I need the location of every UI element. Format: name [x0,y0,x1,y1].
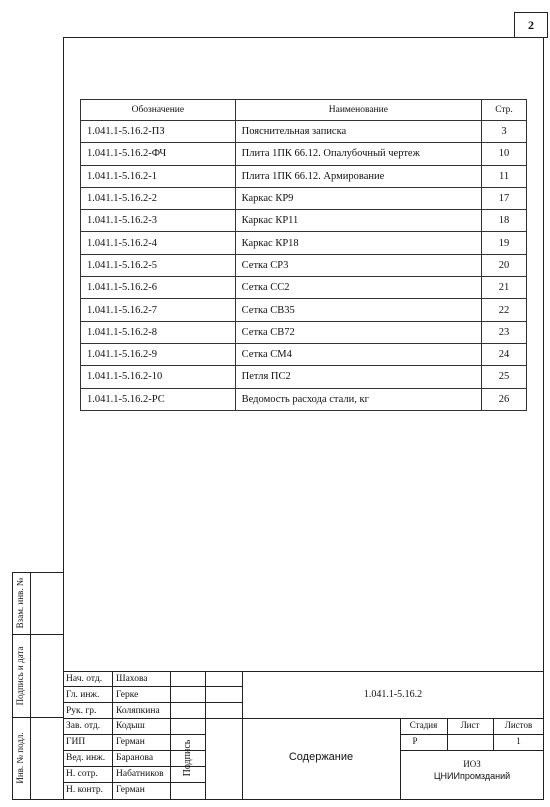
staff-name: Коляпкина [116,706,160,716]
row-designation: 1.041.1-5.16.2-7 [81,299,236,321]
row-designation: 1.041.1-5.16.2-8 [81,321,236,343]
row-name: Каркас КР9 [235,187,481,209]
row-designation: 1.041.1-5.16.2-ФЧ [81,143,236,165]
row-page: 21 [482,277,527,299]
row-page: 23 [482,321,527,343]
row-designation: 1.041.1-5.16.2-4 [81,232,236,254]
vzam-inv-label: Взам. инв. № [15,577,25,629]
header-designation: Обозначение [81,100,236,121]
row-name: Сетка СС2 [235,277,481,299]
staff-role: Зав. отд. [66,721,101,731]
podpis-data-label: Подпись и дата [15,646,25,706]
staff-name: Кодыш [116,721,145,731]
staff-role: ГИП [66,737,86,747]
org-line2: ЦНИИпромзданий [433,771,511,781]
title-block-col-rule [170,671,171,800]
row-name: Сетка СВ35 [235,299,481,321]
contents-row [81,366,527,388]
row-name: Плита 1ПК 66.12. Армирование [235,165,481,187]
sheet-title: Содержание [288,751,354,763]
page-number: 2 [528,18,534,32]
row-page: 3 [482,121,527,143]
side-strip-rule [12,717,64,718]
row-designation: 1.041.1-5.16.2-5 [81,254,236,276]
header-page: Стр. [482,100,527,121]
staff-role: Гл. инж. [66,690,100,700]
row-name: Каркас КР18 [235,232,481,254]
row-name: Петля ПС2 [235,366,481,388]
row-page: 22 [482,299,527,321]
staff-name: Герман [116,785,145,795]
contents-row [81,277,527,299]
sheets-label: Листов [504,720,533,730]
row-name: Ведомость расхода стали, кг [235,388,481,410]
inv-podl-label: Инв. № подл. [15,732,25,784]
row-page: 10 [482,143,527,165]
row-designation: 1.041.1-5.16.2-2 [81,187,236,209]
staff-name: Герман [116,737,145,747]
row-page: 26 [482,388,527,410]
side-strip-divider [30,572,31,800]
signature-label: Подпись [182,739,193,777]
stage-value: Р [412,736,418,746]
contents-row [81,343,527,365]
org-line1: ИОЗ [463,759,481,769]
row-page: 18 [482,210,527,232]
title-block-row-rule [400,734,544,735]
row-designation: 1.041.1-5.16.2-РС [81,388,236,410]
staff-role: Н. сотр. [66,769,98,779]
contents-row [81,232,527,254]
contents-table [80,99,527,411]
row-page: 25 [482,366,527,388]
contents-row [81,210,527,232]
header-name: Наименование [235,100,481,121]
staff-name: Набатников [116,769,164,779]
contents-body [81,121,527,411]
contents-header-row [81,100,527,121]
staff-name: Баранова [116,753,154,763]
contents-row [81,187,527,209]
contents-row [81,321,527,343]
contents-row [81,299,527,321]
contents-row [81,121,527,143]
title-block-row-rule [400,750,544,751]
contents-row [81,388,527,410]
row-designation: 1.041.1-5.16.2-6 [81,277,236,299]
title-block-col-rule [205,671,206,800]
row-designation: 1.041.1-5.16.2-3 [81,210,236,232]
row-designation: 1.041.1-5.16.2-9 [81,343,236,365]
sheets-value: 1 [516,736,521,746]
row-designation: 1.041.1-5.16.2-10 [81,366,236,388]
contents-row [81,254,527,276]
title-block-row-rule [63,702,242,703]
row-name: Сетка СВ72 [235,321,481,343]
row-name: Плита 1ПК 66.12. Опалубочный чертеж [235,143,481,165]
row-page: 17 [482,187,527,209]
staff-role: Нач. отд. [66,674,103,684]
document-code: 1.041.1-5.16.2 [363,689,423,700]
sheet-label: Лист [460,720,480,730]
row-page: 19 [482,232,527,254]
staff-name: Герке [116,690,139,700]
staff-role: Н. контр. [66,785,103,795]
title-block-top-rule [63,671,544,672]
row-name: Сетка СР3 [235,254,481,276]
staff-role: Рук. гр. [66,706,97,716]
row-designation: 1.041.1-5.16.2-1 [81,165,236,187]
row-name: Каркас КР11 [235,210,481,232]
row-page: 20 [482,254,527,276]
row-designation: 1.041.1-5.16.2-ПЗ [81,121,236,143]
staff-name: Шахова [116,674,148,684]
title-block-row-rule [63,718,544,719]
side-strip-rule [12,634,64,635]
stage-label: Стадия [409,720,438,730]
row-page: 24 [482,343,527,365]
row-page: 11 [482,165,527,187]
row-name: Пояснительная записка [235,121,481,143]
staff-role: Вед. инж. [66,753,106,763]
title-block-row-rule [63,686,242,687]
contents-row [81,165,527,187]
row-name: Сетка СМ4 [235,343,481,365]
title-block-col-rule [112,671,113,800]
title-block-col-rule [400,718,401,800]
contents-row [81,143,527,165]
